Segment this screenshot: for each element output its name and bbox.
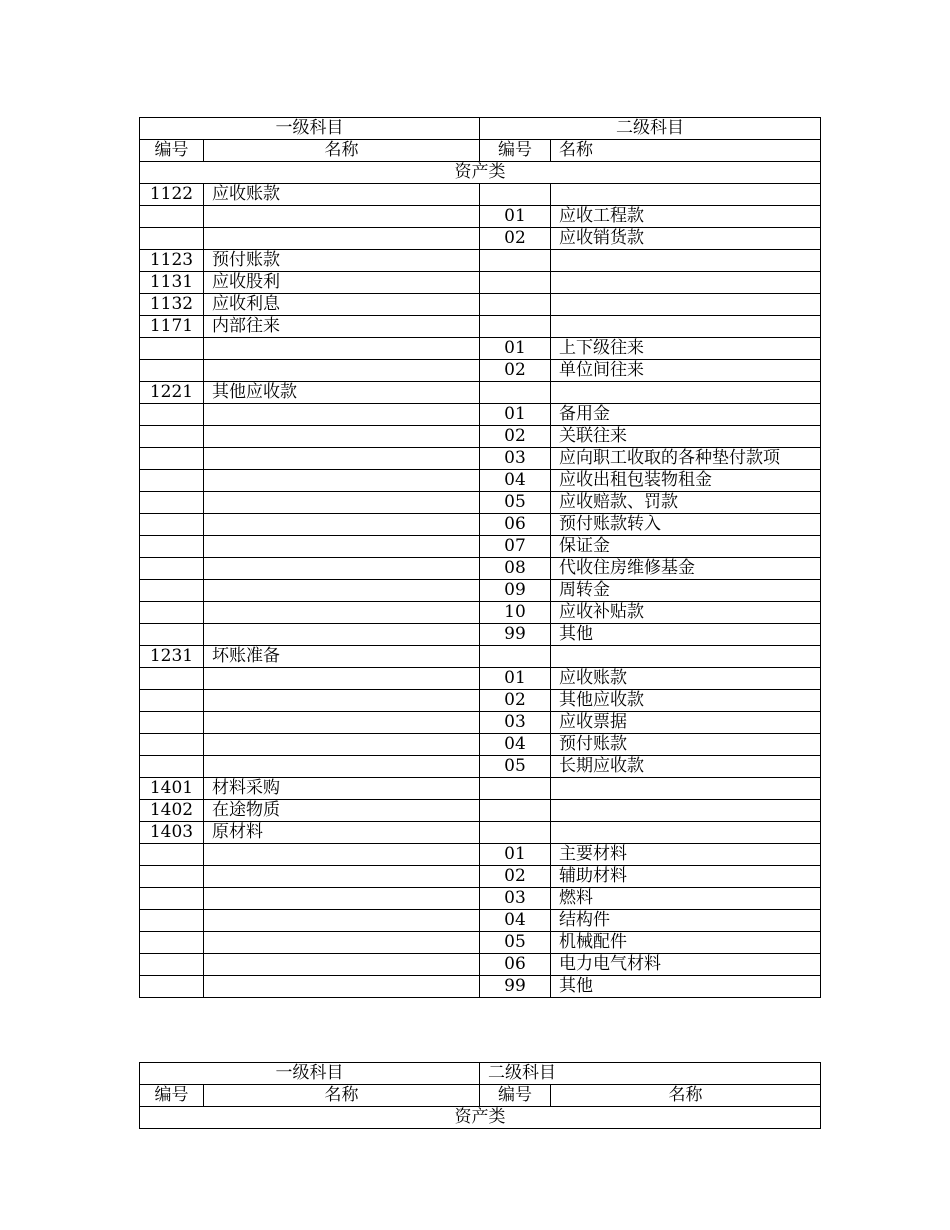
level2-code: 99 xyxy=(480,624,551,646)
level1-name: 应收股利 xyxy=(204,272,480,294)
level1-name xyxy=(204,404,480,426)
level2-name xyxy=(551,778,821,800)
level2-name xyxy=(551,294,821,316)
level1-name xyxy=(204,844,480,866)
table-row xyxy=(140,206,821,228)
level2-name: 应收账款 xyxy=(551,668,821,690)
table-row xyxy=(140,756,821,778)
level2-code xyxy=(480,822,551,844)
level1-code: 1131 xyxy=(140,272,204,294)
level2-name: 周转金 xyxy=(551,580,821,602)
table-row xyxy=(140,888,821,910)
table-row xyxy=(140,294,821,316)
level1-name xyxy=(204,580,480,602)
level2-name: 单位间往来 xyxy=(551,360,821,382)
table-row xyxy=(140,866,821,888)
level1-code xyxy=(140,866,204,888)
level1-code xyxy=(140,756,204,778)
level1-code xyxy=(140,734,204,756)
name1-header: 名称 xyxy=(204,140,480,162)
level2-code: 01 xyxy=(480,338,551,360)
level1-code: 1221 xyxy=(140,382,204,404)
level2-code xyxy=(480,294,551,316)
level2-code: 05 xyxy=(480,932,551,954)
level1-name xyxy=(204,492,480,514)
level1-code xyxy=(140,690,204,712)
level2-code: 08 xyxy=(480,558,551,580)
level2-name xyxy=(551,646,821,668)
level1-code xyxy=(140,492,204,514)
header-row xyxy=(140,118,821,140)
table-row xyxy=(140,492,821,514)
name1-header: 名称 xyxy=(204,1085,480,1107)
level2-code: 01 xyxy=(480,206,551,228)
subheader-row xyxy=(140,140,821,162)
level2-code: 01 xyxy=(480,844,551,866)
level1-header: 一级科目 xyxy=(140,118,480,140)
level1-code xyxy=(140,910,204,932)
level2-code: 02 xyxy=(480,690,551,712)
level2-name: 应收出租包装物租金 xyxy=(551,470,821,492)
level2-code: 06 xyxy=(480,514,551,536)
level1-code xyxy=(140,580,204,602)
level1-code xyxy=(140,404,204,426)
level2-name: 应向职工收取的各种垫付款项 xyxy=(551,448,821,470)
level1-name: 坏账准备 xyxy=(204,646,480,668)
category-label: 资产类 xyxy=(140,162,821,184)
level1-code xyxy=(140,470,204,492)
level2-name: 其他 xyxy=(551,624,821,646)
level2-code: 04 xyxy=(480,734,551,756)
level2-code: 07 xyxy=(480,536,551,558)
level1-code: 1122 xyxy=(140,184,204,206)
level2-name: 其他 xyxy=(551,976,821,998)
level2-code xyxy=(480,184,551,206)
level1-name xyxy=(204,470,480,492)
level1-code xyxy=(140,888,204,910)
level1-code xyxy=(140,228,204,250)
level2-name: 保证金 xyxy=(551,536,821,558)
table-row xyxy=(140,822,821,844)
table-row xyxy=(140,712,821,734)
level1-code xyxy=(140,558,204,580)
level2-name xyxy=(551,316,821,338)
level1-name xyxy=(204,602,480,624)
level2-code xyxy=(480,316,551,338)
level1-name: 应收账款 xyxy=(204,184,480,206)
category-row xyxy=(140,162,821,184)
level2-header: 二级科目 xyxy=(480,118,821,140)
level2-name xyxy=(551,822,821,844)
level1-name xyxy=(204,910,480,932)
level2-name: 代收住房维修基金 xyxy=(551,558,821,580)
level2-code: 06 xyxy=(480,954,551,976)
level1-header: 一级科目 xyxy=(140,1063,480,1085)
level1-name xyxy=(204,954,480,976)
level1-code xyxy=(140,624,204,646)
level2-name xyxy=(551,800,821,822)
level1-code xyxy=(140,712,204,734)
level1-name xyxy=(204,668,480,690)
level2-name: 结构件 xyxy=(551,910,821,932)
table-row xyxy=(140,250,821,272)
level1-name xyxy=(204,514,480,536)
table-row xyxy=(140,954,821,976)
table-row xyxy=(140,976,821,998)
table-row xyxy=(140,800,821,822)
level2-name: 应收票据 xyxy=(551,712,821,734)
account-table-2 xyxy=(139,1062,821,1129)
level1-name: 其他应收款 xyxy=(204,382,480,404)
code2-header: 编号 xyxy=(480,140,551,162)
table-row xyxy=(140,536,821,558)
level1-name xyxy=(204,448,480,470)
table-row xyxy=(140,734,821,756)
level1-name xyxy=(204,426,480,448)
table-row xyxy=(140,426,821,448)
level2-name: 应收赔款、罚款 xyxy=(551,492,821,514)
code1-header: 编号 xyxy=(140,1085,204,1107)
table-row xyxy=(140,514,821,536)
table-row xyxy=(140,448,821,470)
level1-name: 预付账款 xyxy=(204,250,480,272)
level1-name xyxy=(204,228,480,250)
level2-name: 应收补贴款 xyxy=(551,602,821,624)
table-row xyxy=(140,624,821,646)
level2-code: 01 xyxy=(480,404,551,426)
level2-name: 预付账款转入 xyxy=(551,514,821,536)
level2-name: 电力电气材料 xyxy=(551,954,821,976)
level1-code xyxy=(140,514,204,536)
level1-code: 1132 xyxy=(140,294,204,316)
level2-header: 二级科目 xyxy=(480,1063,821,1085)
level1-code xyxy=(140,932,204,954)
level2-code: 04 xyxy=(480,910,551,932)
level1-name xyxy=(204,558,480,580)
table-row xyxy=(140,316,821,338)
level1-code xyxy=(140,954,204,976)
level2-code xyxy=(480,250,551,272)
level2-code: 05 xyxy=(480,492,551,514)
level2-code: 04 xyxy=(480,470,551,492)
level2-name: 主要材料 xyxy=(551,844,821,866)
level2-code: 01 xyxy=(480,668,551,690)
level1-name: 材料采购 xyxy=(204,778,480,800)
level2-name: 备用金 xyxy=(551,404,821,426)
level1-code xyxy=(140,976,204,998)
level2-name xyxy=(551,382,821,404)
level1-code: 1401 xyxy=(140,778,204,800)
level2-code xyxy=(480,272,551,294)
level1-code xyxy=(140,426,204,448)
level1-name xyxy=(204,734,480,756)
table-row xyxy=(140,580,821,602)
table-row xyxy=(140,844,821,866)
name2-header: 名称 xyxy=(551,140,821,162)
level2-name xyxy=(551,184,821,206)
level2-code: 02 xyxy=(480,866,551,888)
level2-code: 09 xyxy=(480,580,551,602)
table-row xyxy=(140,184,821,206)
level1-code xyxy=(140,338,204,360)
level1-name: 应收利息 xyxy=(204,294,480,316)
level1-code xyxy=(140,536,204,558)
level2-code: 10 xyxy=(480,602,551,624)
level2-name xyxy=(551,272,821,294)
code1-header: 编号 xyxy=(140,140,204,162)
level1-code: 1402 xyxy=(140,800,204,822)
level1-name xyxy=(204,536,480,558)
level1-code xyxy=(140,206,204,228)
level2-name xyxy=(551,250,821,272)
table-row xyxy=(140,404,821,426)
level1-name xyxy=(204,712,480,734)
level1-name xyxy=(204,888,480,910)
table-row xyxy=(140,646,821,668)
level1-name xyxy=(204,624,480,646)
level2-name: 应收工程款 xyxy=(551,206,821,228)
level1-name xyxy=(204,690,480,712)
level1-code xyxy=(140,844,204,866)
level2-name: 燃料 xyxy=(551,888,821,910)
table-row xyxy=(140,558,821,580)
level1-name: 内部往来 xyxy=(204,316,480,338)
level2-code: 03 xyxy=(480,448,551,470)
category-row xyxy=(140,1107,821,1129)
table-row xyxy=(140,910,821,932)
level1-name: 原材料 xyxy=(204,822,480,844)
category-label: 资产类 xyxy=(140,1107,821,1129)
level2-code: 99 xyxy=(480,976,551,998)
header-row xyxy=(140,1063,821,1085)
table-row xyxy=(140,690,821,712)
level2-code: 02 xyxy=(480,426,551,448)
level2-name: 其他应收款 xyxy=(551,690,821,712)
level2-code: 03 xyxy=(480,888,551,910)
level1-code: 1123 xyxy=(140,250,204,272)
level2-code xyxy=(480,646,551,668)
level1-name xyxy=(204,338,480,360)
level1-name xyxy=(204,976,480,998)
table-row xyxy=(140,932,821,954)
table-row xyxy=(140,382,821,404)
level1-code xyxy=(140,360,204,382)
account-table-1 xyxy=(139,117,821,998)
code2-header: 编号 xyxy=(480,1085,551,1107)
table-row xyxy=(140,338,821,360)
level2-name: 预付账款 xyxy=(551,734,821,756)
level2-code: 02 xyxy=(480,360,551,382)
level2-code: 05 xyxy=(480,756,551,778)
table-body xyxy=(140,184,821,998)
level2-name: 关联往来 xyxy=(551,426,821,448)
table-row xyxy=(140,602,821,624)
level1-code: 1171 xyxy=(140,316,204,338)
level1-name: 在途物质 xyxy=(204,800,480,822)
name2-header: 名称 xyxy=(551,1085,821,1107)
level1-code xyxy=(140,448,204,470)
table-row xyxy=(140,228,821,250)
level2-code: 03 xyxy=(480,712,551,734)
level2-code xyxy=(480,800,551,822)
table-row xyxy=(140,360,821,382)
subheader-row xyxy=(140,1085,821,1107)
level2-name: 上下级往来 xyxy=(551,338,821,360)
level1-name xyxy=(204,932,480,954)
level1-name xyxy=(204,360,480,382)
level1-name xyxy=(204,866,480,888)
level2-name: 机械配件 xyxy=(551,932,821,954)
level1-name xyxy=(204,756,480,778)
level2-name: 辅助材料 xyxy=(551,866,821,888)
level1-code: 1403 xyxy=(140,822,204,844)
level1-code xyxy=(140,668,204,690)
level2-code: 02 xyxy=(480,228,551,250)
level1-code: 1231 xyxy=(140,646,204,668)
level2-name: 应收销货款 xyxy=(551,228,821,250)
level2-code xyxy=(480,778,551,800)
level1-name xyxy=(204,206,480,228)
table-row xyxy=(140,778,821,800)
level2-code xyxy=(480,382,551,404)
level1-code xyxy=(140,602,204,624)
level2-name: 长期应收款 xyxy=(551,756,821,778)
table-row xyxy=(140,668,821,690)
table-row xyxy=(140,470,821,492)
table-row xyxy=(140,272,821,294)
